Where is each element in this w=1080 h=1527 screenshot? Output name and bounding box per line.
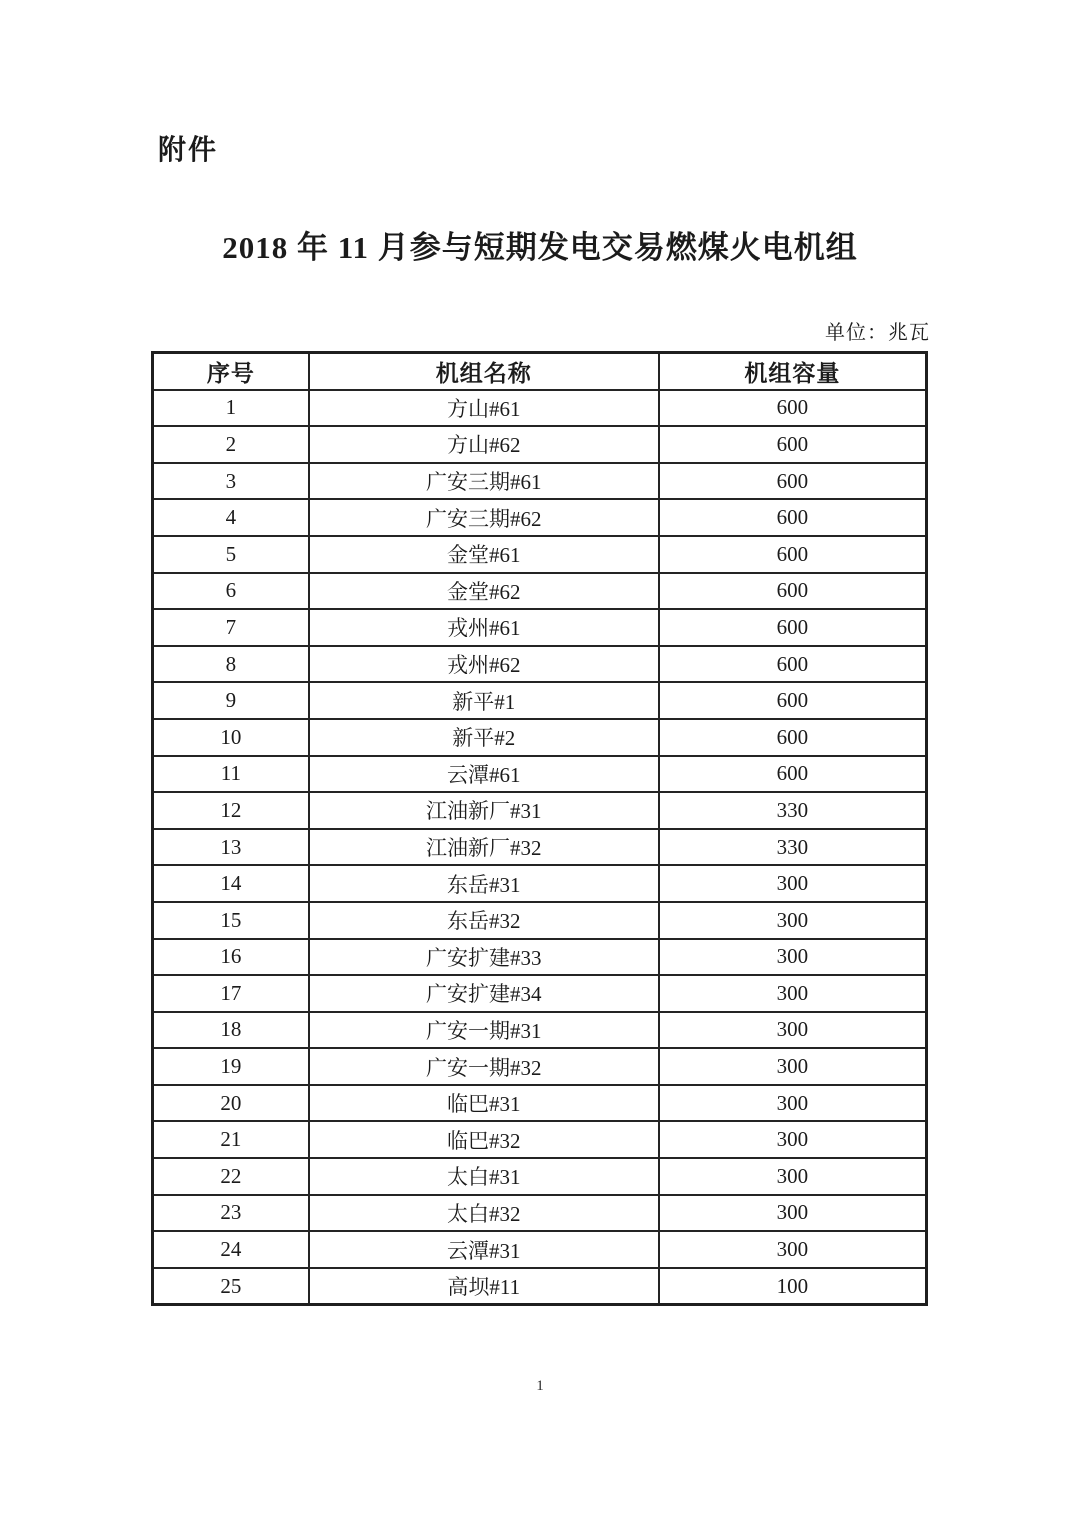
unit-capacity-cell: 300: [659, 1231, 927, 1268]
row-number-cell: 17: [153, 975, 309, 1012]
row-number-cell: 12: [153, 792, 309, 829]
unit-name-cell: 新平#2: [309, 719, 659, 756]
row-number-cell: 9: [153, 682, 309, 719]
unit-capacity-cell: 300: [659, 865, 927, 902]
row-number-cell: 20: [153, 1085, 309, 1122]
table-row: [153, 1012, 927, 1049]
unit-capacity-cell: 300: [659, 1195, 927, 1232]
unit-name-cell: 江油新厂#31: [309, 792, 659, 829]
unit-name-cell: 临巴#31: [309, 1085, 659, 1122]
unit-capacity-cell: 300: [659, 975, 927, 1012]
document-title: 2018 年 11 月参与短期发电交易燃煤火电机组: [222, 230, 858, 265]
table-body: [153, 390, 927, 1305]
unit-name-cell: 太白#32: [309, 1195, 659, 1232]
row-number-cell: 4: [153, 499, 309, 536]
unit-capacity-cell: 300: [659, 1121, 927, 1158]
unit-name-cell: 方山#61: [309, 390, 659, 427]
row-number-cell: 7: [153, 609, 309, 646]
row-number-cell: 1: [153, 390, 309, 427]
table-row: [153, 719, 927, 756]
unit-name-cell: 戎州#61: [309, 609, 659, 646]
unit-capacity-cell: 300: [659, 939, 927, 976]
unit-name-cell: 金堂#62: [309, 573, 659, 610]
row-number-cell: 22: [153, 1158, 309, 1195]
header-cell-unit-capacity: 机组容量: [659, 353, 927, 390]
unit-capacity-cell: 600: [659, 536, 927, 573]
row-number-cell: 19: [153, 1048, 309, 1085]
table-row: [153, 902, 927, 939]
unit-capacity-cell: 300: [659, 1085, 927, 1122]
table-row: [153, 1158, 927, 1195]
page-number: 1: [536, 1378, 544, 1394]
units-table: [151, 351, 928, 1306]
row-number-cell: 13: [153, 829, 309, 866]
unit-capacity-cell: 300: [659, 1048, 927, 1085]
row-number-cell: 15: [153, 902, 309, 939]
table-row: [153, 1195, 927, 1232]
table-row: [153, 975, 927, 1012]
unit-capacity-cell: 300: [659, 1158, 927, 1195]
row-number-cell: 18: [153, 1012, 309, 1049]
row-number-cell: 3: [153, 463, 309, 500]
table-row: [153, 646, 927, 683]
unit-name-cell: 临巴#32: [309, 1121, 659, 1158]
unit-name-cell: 金堂#61: [309, 536, 659, 573]
row-number-cell: 11: [153, 756, 309, 793]
row-number-cell: 16: [153, 939, 309, 976]
table-row: [153, 829, 927, 866]
row-number-cell: 21: [153, 1121, 309, 1158]
row-number-cell: 14: [153, 865, 309, 902]
unit-capacity-cell: 600: [659, 646, 927, 683]
table-row: [153, 1085, 927, 1122]
unit-name-cell: 广安扩建#34: [309, 975, 659, 1012]
unit-capacity-cell: 600: [659, 499, 927, 536]
unit-capacity-cell: 600: [659, 756, 927, 793]
table-row: [153, 499, 927, 536]
unit-name-cell: 云潭#61: [309, 756, 659, 793]
unit-capacity-cell: 600: [659, 390, 927, 427]
table-row: [153, 1048, 927, 1085]
table-header-row: [153, 353, 927, 390]
row-number-cell: 6: [153, 573, 309, 610]
unit-name-cell: 广安三期#62: [309, 499, 659, 536]
unit-name-cell: 新平#1: [309, 682, 659, 719]
unit-capacity-cell: 600: [659, 682, 927, 719]
unit-name-cell: 江油新厂#32: [309, 829, 659, 866]
unit-capacity-cell: 600: [659, 573, 927, 610]
unit-note: 单位：兆瓦: [825, 322, 930, 344]
unit-name-cell: 东岳#31: [309, 865, 659, 902]
unit-name-cell: 广安一期#32: [309, 1048, 659, 1085]
table-row: [153, 463, 927, 500]
row-number-cell: 2: [153, 426, 309, 463]
table-row: [153, 426, 927, 463]
unit-capacity-cell: 600: [659, 609, 927, 646]
unit-name-cell: 东岳#32: [309, 902, 659, 939]
table-row: [153, 609, 927, 646]
unit-capacity-cell: 600: [659, 719, 927, 756]
unit-capacity-cell: 600: [659, 463, 927, 500]
table-row: [153, 865, 927, 902]
table-row: [153, 939, 927, 976]
unit-name-cell: 高坝#11: [309, 1268, 659, 1305]
unit-name-cell: 广安扩建#33: [309, 939, 659, 976]
attachment-label: 附件: [158, 135, 219, 166]
unit-name-cell: 太白#31: [309, 1158, 659, 1195]
table-row: [153, 573, 927, 610]
row-number-cell: 23: [153, 1195, 309, 1232]
table-row: [153, 1231, 927, 1268]
unit-capacity-cell: 100: [659, 1268, 927, 1305]
unit-capacity-cell: 330: [659, 792, 927, 829]
unit-name-cell: 方山#62: [309, 426, 659, 463]
table-row: [153, 536, 927, 573]
table-row: [153, 1268, 927, 1305]
table-row: [153, 682, 927, 719]
row-number-cell: 8: [153, 646, 309, 683]
header-cell-index: 序号: [153, 353, 309, 390]
row-number-cell: 24: [153, 1231, 309, 1268]
row-number-cell: 5: [153, 536, 309, 573]
unit-capacity-cell: 330: [659, 829, 927, 866]
unit-name-cell: 广安一期#31: [309, 1012, 659, 1049]
header-cell-unit-name: 机组名称: [309, 353, 659, 390]
unit-capacity-cell: 300: [659, 902, 927, 939]
row-number-cell: 10: [153, 719, 309, 756]
table-row: [153, 1121, 927, 1158]
table-row: [153, 792, 927, 829]
table-row: [153, 390, 927, 427]
unit-capacity-cell: 300: [659, 1012, 927, 1049]
unit-name-cell: 戎州#62: [309, 646, 659, 683]
unit-capacity-cell: 600: [659, 426, 927, 463]
row-number-cell: 25: [153, 1268, 309, 1305]
unit-name-cell: 云潭#31: [309, 1231, 659, 1268]
unit-name-cell: 广安三期#61: [309, 463, 659, 500]
table-row: [153, 756, 927, 793]
